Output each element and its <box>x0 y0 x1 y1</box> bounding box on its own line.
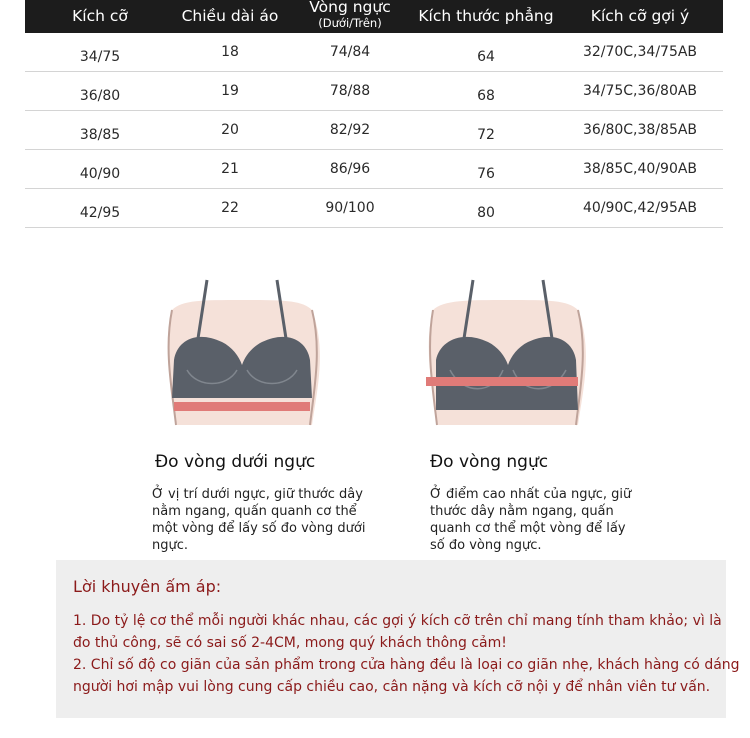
underbust-illustration <box>152 270 332 430</box>
cell-flat: 68 <box>477 88 495 104</box>
cell-flat: 76 <box>477 166 495 182</box>
underbust-desc-line: một vòng để lấy số đo vòng dưới <box>152 521 366 536</box>
advice-line: đo thủ công, sẽ có sai số 2-4CM, mong quý khách thông cảm! <box>73 635 507 651</box>
table-row <box>25 33 723 72</box>
cell-length: 22 <box>221 200 239 216</box>
underbust-desc-line: ngực. <box>152 538 189 553</box>
underbust-desc-line: Ở vị trí dưới ngực, giữ thước dây <box>152 487 363 502</box>
advice-line: 2. Chỉ số độ co giãn của sản phẩm trong cửa hàng đều là loại co giãn nhẹ, khách hàng có dáng <box>73 657 740 673</box>
cell-size: 34/75 <box>79 49 121 65</box>
cell-flat: 64 <box>477 49 495 65</box>
cell-size: 42/95 <box>79 205 121 221</box>
cell-suggest: 40/90C,42/95AB <box>582 200 698 216</box>
cell-length: 19 <box>221 83 239 99</box>
underbust-title: Đo vòng dưới ngực <box>155 452 316 472</box>
bust-desc-line: quanh cơ thể một vòng để lấy <box>430 521 626 536</box>
header-flat: Kích thước phẳng <box>418 6 554 25</box>
cell-length: 18 <box>221 44 239 60</box>
table-header <box>25 0 723 33</box>
header-bust-sub: (Dưới/Trên) <box>318 15 382 30</box>
cell-suggest: 36/80C,38/85AB <box>582 122 698 138</box>
cell-bust: 90/100 <box>325 200 375 216</box>
bust-desc-line: thước dây nằm ngang, quấn <box>430 504 614 519</box>
cell-bust: 82/92 <box>329 122 371 138</box>
header-bust <box>285 0 415 29</box>
bra-bust-icon <box>418 270 598 430</box>
cell-flat: 72 <box>477 127 495 143</box>
bust-desc-line: số đo vòng ngực. <box>430 538 542 553</box>
cell-suggest: 38/85C,40/90AB <box>582 161 698 177</box>
bra-underbust-icon <box>152 270 332 430</box>
bust-title: Đo vòng ngực <box>430 452 549 472</box>
cell-length: 21 <box>221 161 239 177</box>
bust-illustration <box>418 270 598 430</box>
table-row <box>25 111 723 150</box>
header-size: Kích cỡ <box>72 6 128 25</box>
cell-bust: 74/84 <box>329 44 371 60</box>
underbust-desc-line: nằm ngang, quấn quanh cơ thể <box>152 504 357 519</box>
cell-flat: 80 <box>477 205 495 221</box>
cell-size: 38/85 <box>79 127 121 143</box>
advice-line: người hơi mập vui lòng cung cấp chiều cao, cân nặng và kích cỡ nội y để nhân viên tư vấn. <box>73 679 711 695</box>
cell-bust: 78/88 <box>329 83 371 99</box>
bust-description <box>430 486 650 554</box>
header-bust-label: Vòng ngực <box>309 0 391 16</box>
table-row <box>25 189 723 228</box>
size-table <box>25 0 723 228</box>
underbust-description <box>152 486 372 554</box>
cell-size: 36/80 <box>79 88 121 104</box>
cell-suggest: 34/75C,36/80AB <box>582 83 698 99</box>
cell-suggest: 32/70C,34/75AB <box>582 44 698 60</box>
header-suggest: Kích cỡ gợi ý <box>590 6 690 25</box>
bust-desc-line: Ở điểm cao nhất của ngực, giữ <box>430 487 632 502</box>
header-length: Chiều dài áo <box>181 6 279 25</box>
advice-box <box>56 560 740 718</box>
advice-line: 1. Do tỷ lệ cơ thể mỗi người khác nhau, các gợi ý kích cỡ trên chỉ mang tính tham khảo; vì là <box>73 613 722 629</box>
table-row <box>25 72 723 111</box>
cell-size: 40/90 <box>79 166 121 182</box>
table-row <box>25 150 723 189</box>
cell-bust: 86/96 <box>329 161 371 177</box>
cell-length: 20 <box>221 122 239 138</box>
advice-title: Lời khuyên ấm áp: <box>73 577 222 596</box>
